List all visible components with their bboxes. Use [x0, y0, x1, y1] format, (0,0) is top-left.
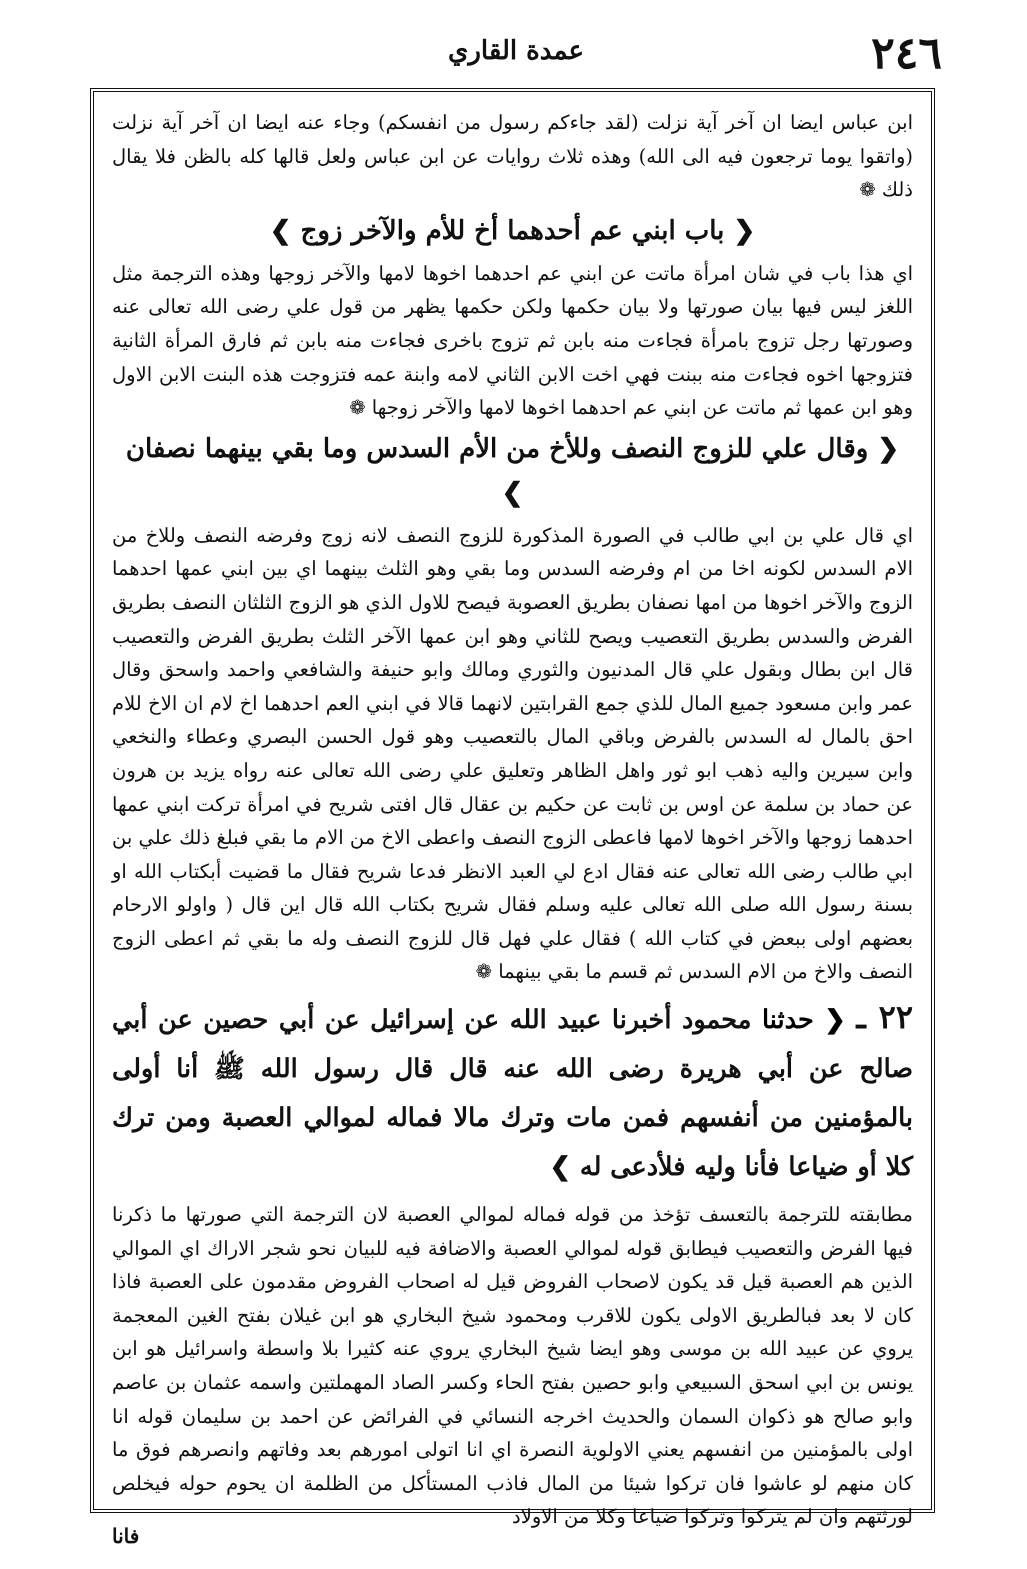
paragraph-intro: ابن عباس ايضا ان آخر آية نزلت (لقد جاءكم رسول من انفسكم) وجاء عنه ايضا ان آخر آية نزلت (واتقوا يوما ترجعون فيه الى الله) وهذه ثلاث روايات عن ابن عباس ولعل قالها كله بالظن فلا يقال ذلك ❁ [112, 111, 913, 202]
hadith-body: محمود أخبرنا عبيد الله عن إسرائيل عن أبي حصين عن أبي صالح عن أبي هريرة رضى الله عنه قال قال رسول الله ﷺ أنا أولى بالمؤمنين من أنفسهم فمن مات وترك مالا فماله لموالي العصبة ومن ترك كلا أو ضياعا فأنا وليه فلأدعى له ❯ [112, 1005, 913, 1183]
hadith-text [112, 993, 913, 1192]
paragraph-commentary: مطابقته للترجمة بالتعسف تؤخذ من قوله فماله لموالي العصبة لان الترجمة التي صورتها ما ذكرنا فيها الفرض والتعصيب فيطابق قوله لموالي العصبة والاضافة فيه للبيان نحو شجر الاراك اي الموالي الذين هم العصبة قيل قد يكون لاصحاب الفروض قيل له اصحاب الفروض مقدمون على العصبة فاذا كان لا بعد فبالطريق الاولى يكون للاقرب ومحمود شيخ البخاري هو ابن غيلان بفتح الغين المعجمة يروي عن عبيد الله بن موسى وهو ايضا شيخ البخاري يروي عنه كثيرا بلا واسطة واسرائيل هو ابن يونس بن ابي اسحق السبيعي وابو حصين بفتح الحاء وكسر الصاد المهملتين واسمه عثمان بن عاصم وابو صالح هو ذكوان السمان والحديث اخرجه النسائي في الفرائض عن احمد بن سليمان قوله انا اولى بالمؤمنين من انفسهم يعني الاولوية النصرة اي انا اتولى امورهم بعد وفاتهم وانصرهم فوق ما كان منهم لو عاشوا فان تركوا شيئا من المال فاذب المستأكل من الظلمة ان يحوم حوله فيخلص لورثتهم وان لم يتركوا وتركوا ضياعا وكلا من الاولاد [112, 1203, 913, 1529]
running-title: عمدة القاري [448, 36, 584, 66]
hadith-lead: ❮ حدثنا [762, 1005, 846, 1036]
paragraph-commentary: اي هذا باب في شان امرأة ماتت عن ابني عم احدهما اخوها لامها والآخر زوجها وهذه الترجمة مثل اللغز ليس فيها بيان صورتها ولا بيان حكمها ولكن حكمها يظهر من قول علي رضى الله تعالى عنه وصورتها رجل تزوج بامرأة فجاءت منه بابن ثم تزوج باخرى فجاءت منه بابن ثم فارق المرأة الثانية فتزوجها اخوه فجاءت منه ببنت فهي اخت الابن الثاني لامه وابنة عمه فتزوجت هذه البنت الابن الاول وهو ابن عمها ثم ماتت عن ابني عم احدهما اخوها لامها والآخر زوجها ❁ [112, 261, 913, 420]
chapter-heading: ❮ باب ابني عم أحدهما أخ للأم والآخر زوج ❯ [269, 215, 756, 246]
page-number: ٢٤٦ [871, 28, 942, 79]
text-frame [90, 88, 935, 1529]
hadith-number: ٢٢ ـ [856, 998, 913, 1037]
page-header [90, 28, 942, 88]
quote-heading: ❮ وقال علي للزوج النصف وللأخ من الأم السدس وما بقي بينهما نصفان ❯ [125, 433, 900, 508]
paragraph-commentary: اي قال علي بن ابي طالب في الصورة المذكورة للزوج النصف لانه زوج وفرضه النصف وللاخ من الام السدس لكونه اخا من ام وفرضه السدس وما بقي وهو الثلث بينهما اي بين ابني عمها احدهما الزوج والآخر اخوها من امها نصفان بطريق العصوبة فيصح للاول الذي هو الزوج الثلثان النصف بطريق الفرض والسدس بطريق التعصيب ويصح للثاني وهو ابن عمها الآخر الثلث بطريق الفرض والتعصيب قال ابن بطال وبقول علي قال المدنيون والثوري ومالك وابو حنيفة والشافعي واحمد واسحق وقال عمر وابن مسعود جميع المال للذي جمع القرابتين لانهما قالا في ابني العم احدهما اخ لام ان الاخ للام احق بالمال له السدس بالفرض وباقي المال بالتعصيب وهو قول الحسن البصري وعطاء والنخعي وابن سيرين واليه ذهب ابو ثور واهل الظاهر وتعليق علي رضى الله تعالى عنه رواه يزيد بن هرون عن حماد بن سلمة عن اوس بن ثابت عن حكيم بن عقال قال افتى شريح في امرأة تركت ابني عمها احدهما زوجها والآخر اخوها لامها فاعطى الزوج النصف واعطى الاخ من الام ما بقي فبلغ ذلك علي بن ابي طالب رضى الله تعالى عنه فقال ادع لي العبد الانظر فدعا شريح فقال ما قضيت أبكتاب الله او بسنة رسول الله صلى الله تعالى عليه وسلم فقال شريح بكتاب الله قال اين قال ( واولو الارحام بعضهم اولى ببعض في كتاب الله ) فقال علي فهل قال للزوج النصف وله ما بقي ثم اعطى الزوج النصف والاخ من الام السدس ثم قسم ما بقي بينهما ❁ [112, 523, 913, 984]
catchword: فانا [112, 1524, 140, 1548]
